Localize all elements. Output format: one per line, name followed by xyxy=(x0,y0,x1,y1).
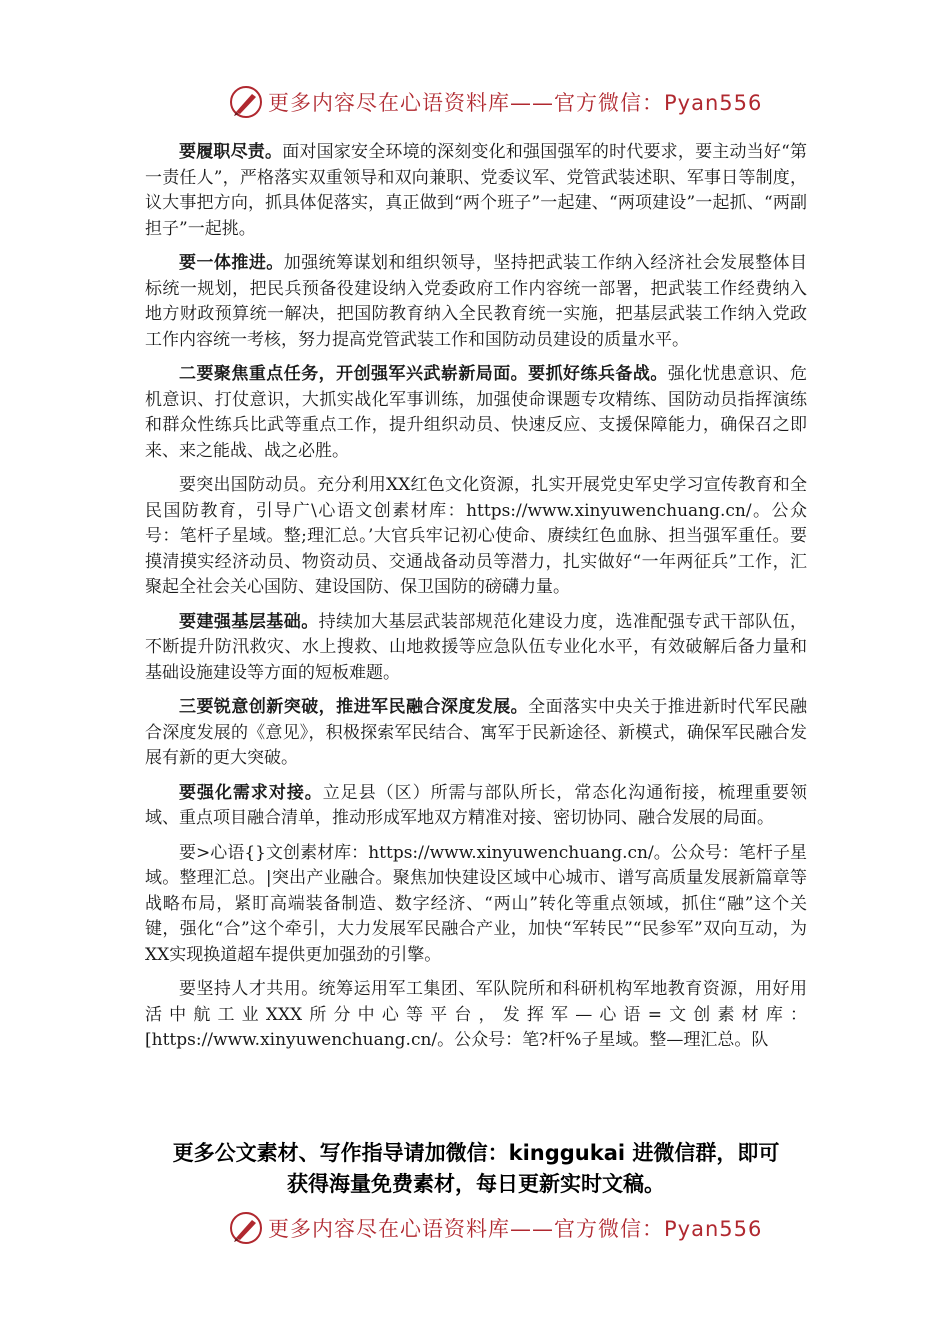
promo-line-2: 获得海量免费素材，每日更新实时文稿。 xyxy=(287,1172,665,1196)
footer-brand-id: Pyan556 xyxy=(664,1217,763,1241)
header-brand-bar xyxy=(228,82,762,122)
promo-banner xyxy=(140,1138,812,1200)
paragraph-2-lead: 要一体推进。 xyxy=(179,253,284,273)
footer-brand-text xyxy=(268,1213,762,1243)
paragraph-8-text: 要>心语{}文创素材库：https://www.xinyuwenchuang.cn/。公众号：笔杆子星域。整理汇总。|突出产业融合。聚焦加快建设区域中心城市、谱写高质量发展新篇章等战略布局，紧盯高端装备制造、数字经济、“两山”转化等重点领域，抓住“融”这个关键，强化“合”这个牵引，大力发展军民融合产业，加快“军转民”“民参军”双向互动，为XX实现换道超车提供更加强劲的引擎。 xyxy=(145,842,807,965)
pen-logo-icon xyxy=(228,84,264,120)
paragraph-5-text: 持续加大基层武装部规范化建设力度，选准配强专武干部队伍，不断提升防汛救灾、水上搜救、山地救援等应急队伍专业化水平，有效破解后备力量和基础设施建设等方面的短板难题。 xyxy=(145,611,808,683)
header-brand-text xyxy=(268,87,762,117)
paragraph-2-text: 加强统筹谋划和组织领导，坚持把武装工作纳入经济社会发展整体目标统一规划，把民兵预备役建设纳入党委政府工作内容统一部署，把武装工作经费纳入地方财政预算统一解决，把国防教育纳入全民教育统一实施，把基层武装工作纳入党政工作内容统一考核，努力提高党管武装工作和国防动员建设的质量水平。 xyxy=(145,253,808,350)
paragraph-7-lead: 要强化需求对接。 xyxy=(179,782,323,803)
footer-brand-bar xyxy=(228,1208,762,1248)
paragraph-3 xyxy=(145,362,807,464)
paragraph-1 xyxy=(145,140,807,242)
paragraph-7 xyxy=(145,781,807,832)
paragraph-5 xyxy=(145,610,807,687)
promo-line-1: 更多公文素材、写作指导请加微信：kinggukai 进微信群，即可 xyxy=(172,1141,780,1165)
paragraph-4 xyxy=(145,473,807,601)
pen-logo-icon xyxy=(228,1210,264,1246)
document-body xyxy=(145,140,807,1063)
paragraph-4-text: 要突出国防动员。充分利用XX红色文化资源，扎实开展党史军史学习宣传教育和全民国防教育，引导广\心语文创素材库：https://www.xinyuwenchuang.cn/。公众号：笔杆子星域。整;理汇总。’大官兵牢记初心使命、赓续红色血脉、担当强军重任。要摸清摸实经济动员、物资动员、交通战备动员等潜力，扎实做好“一年两征兵”工作，汇聚起全社会关心国防、建设国防、保卫国防的磅礴力量。 xyxy=(145,475,807,597)
paragraph-6 xyxy=(145,695,807,772)
paragraph-9-text: 要坚持人才共用。统筹运用军工集团、军队院所和科研机构军地教育资源，用好用活中航工业XXX所分中心等平台，发挥军—心语=文创素材库：[https://www.xinyuwenchuang.cn/。公众号：笔?杆%子星域。整—理汇总。队 xyxy=(145,979,807,1050)
paragraph-1-lead: 要履职尽责。 xyxy=(179,142,283,162)
paragraph-6-text: 全面落实中央关于推进新时代军民融合深度发展的《意见》，积极探索军民结合、寓军于民新途径、新模式，确保军民融合发展有新的更大突破。 xyxy=(145,697,808,768)
header-brand-id: Pyan556 xyxy=(664,91,763,115)
paragraph-3-text: 强化忧患意识、危机意识、打仗意识，大抓实战化军事训练，加强使命课题专攻精练、国防动员指挥演练和群众性练兵比武等重点工作，提升组织动员、快速反应、支援保障能力，确保召之即来、来之能战、战之必胜。 xyxy=(145,364,808,461)
paragraph-8 xyxy=(145,841,807,969)
paragraph-7-text: 立足县（区）所需与部队所长，常态化沟通衔接，梳理重要领域、重点项目融合清单，推动形成军地双方精准对接、密切协同、融合发展的局面。 xyxy=(145,782,807,828)
paragraph-9 xyxy=(145,977,807,1054)
paragraph-1-text: 面对国家安全环境的深刻变化和强国强军的时代要求，要主动当好“第一责任人”，严格落实双重领导和双向兼职、党委议军、党管武装述职、军事日等制度，议大事把方向，抓具体促落实，真正做到“两个班子”一起建、“两项建设”一起抓、“两副担子”一起挑。 xyxy=(145,142,807,239)
header-brand-main: 更多内容尽在心语资料库——官方微信： xyxy=(268,91,664,115)
paragraph-2 xyxy=(145,251,807,353)
paragraph-6-lead: 三要锐意创新突破，推进军民融合深度发展。 xyxy=(179,697,529,717)
footer-brand-main: 更多内容尽在心语资料库——官方微信： xyxy=(268,1217,664,1241)
paragraph-3-lead: 二要聚焦重点任务，开创强军兴武崭新局面。要抓好练兵备战。 xyxy=(179,364,668,384)
paragraph-5-lead: 要建强基层基础。 xyxy=(179,611,319,632)
